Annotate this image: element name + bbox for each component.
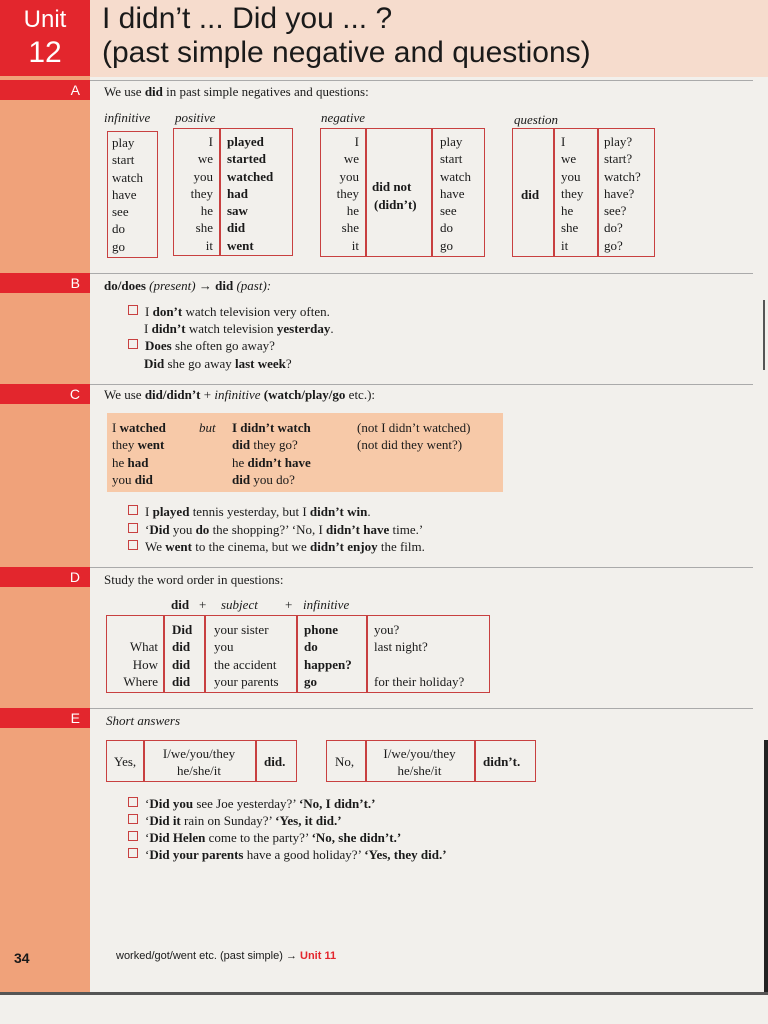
label-negative: negative — [321, 110, 366, 125]
rest-column: you? last night? for their holiday? — [374, 622, 465, 689]
no-didnt: didn’t. — [483, 754, 521, 769]
label-positive: positive — [175, 110, 216, 125]
section-e-marker: E — [0, 708, 90, 728]
question-divider-2 — [597, 128, 599, 257]
yes-did: did. — [264, 754, 286, 769]
sidebar-strip — [0, 0, 90, 992]
checkbox-bullet-icon — [128, 797, 138, 807]
no-word: No, — [335, 754, 355, 769]
label-infinitive: infinitive — [104, 110, 151, 125]
page-title-line1: I didn’t ... Did you ... ? — [102, 2, 393, 35]
example-b-2: I didn’t watch television yesterday. — [144, 321, 334, 336]
positive-pronouns: I we you they he she it — [190, 134, 213, 253]
unit-link[interactable]: Unit 11 — [300, 950, 337, 962]
label-question: question — [514, 112, 559, 127]
checkbox-bullet-icon — [128, 814, 138, 824]
example-b-4: Did she go away last week? — [144, 356, 292, 371]
box-divider — [255, 740, 257, 782]
comparison-negative-list: I didn’t watch did they go? he didn’t have did you do? — [232, 420, 311, 487]
question-pronouns: I we you they he she it — [561, 134, 584, 253]
header-plus-1: + — [199, 597, 207, 612]
page-edge — [0, 992, 768, 995]
positive-divider — [219, 128, 221, 256]
negative-aux-short: (didn’t) — [374, 197, 417, 212]
checkbox-bullet-icon — [128, 505, 138, 515]
subject-column: your sister you the accident your parents — [214, 622, 279, 689]
question-divider-1 — [553, 128, 555, 257]
box-divider — [474, 740, 476, 782]
section-divider — [90, 708, 753, 709]
section-divider — [90, 273, 753, 274]
question-words: What How Where — [123, 639, 158, 689]
header-infinitive: infinitive — [303, 597, 350, 612]
verb-column: phone do happen? go — [304, 622, 352, 689]
section-c-marker: C — [0, 384, 90, 404]
page-number: 34 — [14, 950, 30, 966]
section-a-marker: A — [0, 80, 90, 100]
negative-pronouns: I we you they he she it — [336, 134, 359, 253]
section-divider — [90, 384, 753, 385]
section-b-heading: do/does (present) → did (past): — [104, 278, 272, 293]
table-divider — [296, 615, 298, 693]
incorrect-note-2: (not did they went?) — [357, 437, 463, 452]
header-plus-2: + — [285, 597, 293, 612]
unit-label: Unit — [23, 6, 67, 33]
section-a-intro: We use did in past simple negatives and questions: — [104, 84, 369, 99]
did-column: Did did did did — [172, 622, 193, 689]
short-answers-label: Short answers — [106, 713, 181, 728]
cross-reference: worked/got/went etc. (past simple) → Unit 11 — [116, 950, 337, 962]
table-divider — [163, 615, 165, 693]
page-title-line2: (past simple negative and questions) — [102, 36, 591, 69]
example-b-1: I don’t watch television very often. — [128, 303, 330, 320]
checkbox-bullet-icon — [128, 339, 138, 349]
section-c-intro: We use did/didn’t + infinitive (watch/play/go etc.): — [104, 387, 376, 402]
unit-badge — [0, 0, 90, 76]
table-divider — [366, 615, 368, 693]
comparison-correct-list: I watched they went he had you did — [112, 420, 166, 487]
checkbox-bullet-icon — [128, 540, 138, 550]
section-d-marker: D — [0, 567, 90, 587]
question-aux: did — [521, 187, 540, 202]
example-c-3: We went to the cinema, but we didn’t enjoy the film. — [128, 538, 425, 555]
page-edge — [764, 740, 768, 992]
question-verbs: play? start? watch? have? see? do? go? — [604, 134, 641, 253]
section-d-intro: Study the word order in questions: — [104, 572, 284, 587]
checkbox-bullet-icon — [128, 848, 138, 858]
but-label: but — [199, 420, 216, 435]
example-c-2: ‘Did you do the shopping?’ ‘No, I didn’t have time.’ — [128, 521, 423, 538]
checkbox-bullet-icon — [128, 523, 138, 533]
example-e-1: ‘Did you see Joe yesterday?’ ‘No, I didn’t.’ — [128, 795, 376, 812]
yes-pronouns-1: I/we/you/they — [162, 746, 236, 761]
example-e-4: ‘Did your parents have a good holiday?’ ‘Yes, they did.’ — [128, 846, 447, 863]
example-b-3: Does she often go away? — [128, 337, 275, 354]
table-divider — [204, 615, 206, 693]
header-did: did — [171, 597, 190, 612]
negative-divider-2 — [431, 128, 433, 257]
infinitive-list: play start watch have see do go — [112, 135, 144, 254]
example-c-1: I played tennis yesterday, but I didn’t win. — [128, 503, 371, 520]
checkbox-bullet-icon — [128, 305, 138, 315]
yes-word: Yes, — [114, 754, 137, 769]
header-subject: subject — [221, 597, 258, 612]
no-pronouns-2: he/she/it — [397, 763, 442, 778]
unit-number: 12 — [28, 36, 62, 69]
yes-pronouns-2: he/she/it — [176, 763, 222, 778]
section-divider — [90, 80, 753, 81]
checkbox-bullet-icon — [128, 831, 138, 841]
positive-verbs: played started watched had saw did went — [227, 134, 274, 253]
section-b-marker: B — [0, 273, 90, 293]
example-e-3: ‘Did Helen come to the party?’ ‘No, she didn’t.’ — [128, 829, 401, 846]
negative-verbs: play start watch have see do go — [440, 134, 472, 253]
negative-divider-1 — [365, 128, 367, 257]
section-divider — [90, 567, 753, 568]
example-e-2: ‘Did it rain on Sunday?’ ‘Yes, it did.’ — [128, 812, 342, 829]
page-edge — [763, 300, 765, 370]
incorrect-note-1: (not I didn’t watched) — [357, 420, 471, 435]
negative-aux: did not — [372, 179, 412, 194]
no-pronouns-1: I/we/you/they — [383, 746, 456, 761]
